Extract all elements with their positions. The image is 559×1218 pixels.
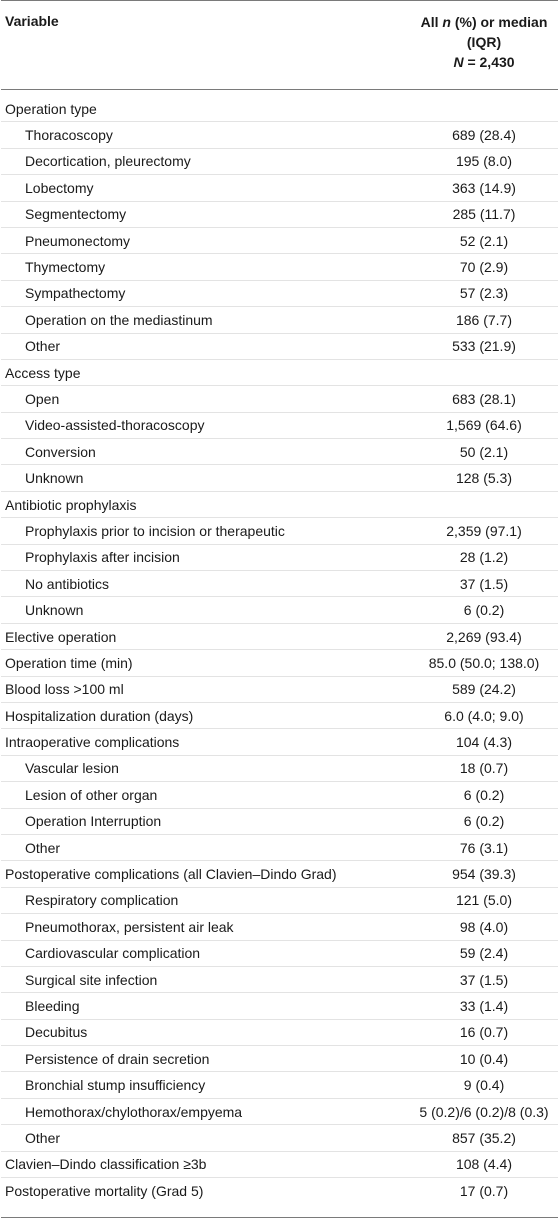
header-value-line2: (IQR) <box>466 34 502 50</box>
table-row <box>1 149 558 175</box>
row-value: 128 (5.3) <box>455 470 513 487</box>
row-label: Operation type <box>5 100 97 117</box>
row-label: Pneumonectomy <box>25 232 131 249</box>
table-row <box>1 809 558 835</box>
row-value: 59 (2.4) <box>459 945 509 962</box>
row-label: Postoperative mortality (Grad 5) <box>5 1183 204 1200</box>
row-value: 70 (2.9) <box>459 259 509 276</box>
table-row <box>1 96 558 122</box>
row-label: Elective operation <box>5 628 117 645</box>
row-value: 2,269 (93.4) <box>446 628 522 645</box>
table-row <box>1 597 558 623</box>
table-row <box>1 360 558 386</box>
table-row <box>1 413 558 439</box>
table-row <box>1 914 558 940</box>
row-label: No antibiotics <box>25 575 110 592</box>
row-value: 50 (2.1) <box>459 443 509 460</box>
table-row <box>1 624 558 650</box>
row-label: Other <box>25 839 61 856</box>
row-label: Clavien–Dindo classification ≥3b <box>5 1156 207 1173</box>
row-value: 689 (28.4) <box>452 127 516 144</box>
row-value: 954 (39.3) <box>452 866 516 883</box>
row-value: 6 (0.2) <box>463 786 505 803</box>
row-value: 6 (0.2) <box>463 813 505 830</box>
row-label: Blood loss >100 ml <box>5 681 124 698</box>
row-value: 33 (1.4) <box>459 997 509 1014</box>
table-row <box>1 967 558 993</box>
table-row <box>1 254 558 280</box>
table-row <box>1 122 558 148</box>
row-value: 18 (0.7) <box>459 760 509 777</box>
table-row <box>1 334 558 360</box>
row-value: 9 (0.4) <box>463 1077 505 1094</box>
table-row <box>1 1178 558 1204</box>
row-value: 16 (0.7) <box>459 1024 509 1041</box>
row-label: Decubitus <box>25 1024 88 1041</box>
row-value: 98 (4.0) <box>459 918 509 935</box>
row-label: Unknown <box>25 470 84 487</box>
table-row <box>1 941 558 967</box>
row-value: 2,359 (97.1) <box>446 522 522 539</box>
row-label: Video-assisted-thoracoscopy <box>25 417 205 434</box>
row-label: Vascular lesion <box>25 760 119 777</box>
row-value: 285 (11.7) <box>452 206 516 223</box>
row-value: 6.0 (4.0; 9.0) <box>444 707 524 724</box>
row-value: 57 (2.3) <box>459 285 509 302</box>
row-label: Other <box>25 338 61 355</box>
table-row <box>1 492 558 518</box>
row-value: 683 (28.1) <box>452 390 516 407</box>
row-value: 533 (21.9) <box>452 338 516 355</box>
row-label: Respiratory complication <box>25 892 179 909</box>
row-label: Operation Interruption <box>25 813 162 830</box>
row-label: Bronchial stump insufficiency <box>25 1077 206 1094</box>
row-value: 104 (4.3) <box>455 734 513 751</box>
row-label: Cardiovascular complication <box>25 945 201 962</box>
row-value: 17 (0.7) <box>459 1183 509 1200</box>
row-value: 186 (7.7) <box>455 311 513 328</box>
row-label: Segmentectomy <box>25 206 127 223</box>
row-label: Prophylaxis after incision <box>25 549 180 566</box>
row-value: 37 (1.5) <box>459 971 509 988</box>
table-row <box>1 1020 558 1046</box>
table-row <box>1 202 558 228</box>
row-value: 37 (1.5) <box>459 575 509 592</box>
table-row <box>1 861 558 887</box>
row-value: 1,569 (64.6) <box>446 417 522 434</box>
row-label: Pneumothorax, persistent air leak <box>25 918 234 935</box>
header-value <box>358 12 558 89</box>
row-value: 5 (0.2)/6 (0.2)/8 (0.3) <box>419 1103 549 1120</box>
table-row <box>1 465 558 491</box>
row-label: Postoperative complications (all Clavien–Dindo Grad) <box>5 866 337 883</box>
table-row <box>1 993 558 1019</box>
row-value: 28 (1.2) <box>459 549 509 566</box>
row-value: 76 (3.1) <box>459 839 509 856</box>
table-row <box>1 386 558 412</box>
table-row <box>1 1125 558 1151</box>
table-header <box>1 1 558 89</box>
table-row <box>1 756 558 782</box>
row-label: Persistence of drain secretion <box>25 1050 210 1067</box>
row-label: Lesion of other organ <box>25 786 158 803</box>
row-label: Operation time (min) <box>5 654 133 671</box>
row-label: Access type <box>5 364 81 381</box>
row-value: 85.0 (50.0; 138.0) <box>428 654 540 671</box>
row-value: 121 (5.0) <box>455 892 513 909</box>
row-label: Lobectomy <box>25 179 94 196</box>
table-row <box>1 650 558 676</box>
header-variable: Variable <box>5 13 59 29</box>
row-label: Sympathectomy <box>25 285 126 302</box>
table-row <box>1 1099 558 1125</box>
table-row <box>1 1152 558 1178</box>
header-value-line3: N = 2,430 <box>453 54 515 70</box>
data-table <box>1 0 558 1218</box>
row-label: Hospitalization duration (days) <box>5 707 194 724</box>
row-label: Hemothorax/chylothorax/empyema <box>25 1103 243 1120</box>
row-label: Surgical site infection <box>25 971 158 988</box>
row-value: 10 (0.4) <box>459 1050 509 1067</box>
table-row <box>1 703 558 729</box>
row-label: Conversion <box>25 443 96 460</box>
row-label: Operation on the mediastinum <box>25 311 213 328</box>
table-row <box>1 518 558 544</box>
row-label: Antibiotic prophylaxis <box>5 496 137 513</box>
row-value: 6 (0.2) <box>463 602 505 619</box>
table-row <box>1 228 558 254</box>
table-row <box>1 545 558 571</box>
table-row <box>1 439 558 465</box>
table-row <box>1 307 558 333</box>
row-label: Unknown <box>25 602 84 619</box>
row-label: Open <box>25 390 60 407</box>
table-row <box>1 729 558 755</box>
row-value: 108 (4.4) <box>455 1156 513 1173</box>
table-row <box>1 677 558 703</box>
row-label: Other <box>25 1129 61 1146</box>
table-body <box>1 90 558 1204</box>
row-value: 589 (24.2) <box>452 681 516 698</box>
table-row <box>1 835 558 861</box>
row-label: Bleeding <box>25 997 80 1014</box>
row-value: 52 (2.1) <box>459 232 509 249</box>
table-row <box>1 888 558 914</box>
header-value-line1: All n (%) or median <box>420 14 548 30</box>
row-value: 857 (35.2) <box>452 1129 516 1146</box>
row-label: Thoracoscopy <box>25 127 113 144</box>
table-row <box>1 1046 558 1072</box>
row-label: Prophylaxis prior to incision or therapeutic <box>25 522 285 539</box>
row-label: Decortication, pleurectomy <box>25 153 191 170</box>
table-row <box>1 571 558 597</box>
table-row <box>1 281 558 307</box>
table-row <box>1 175 558 201</box>
table-row <box>1 1072 558 1098</box>
row-label: Thymectomy <box>25 259 106 276</box>
table-row <box>1 782 558 808</box>
row-value: 195 (8.0) <box>455 153 513 170</box>
row-value: 363 (14.9) <box>452 179 516 196</box>
row-label: Intraoperative complications <box>5 734 180 751</box>
